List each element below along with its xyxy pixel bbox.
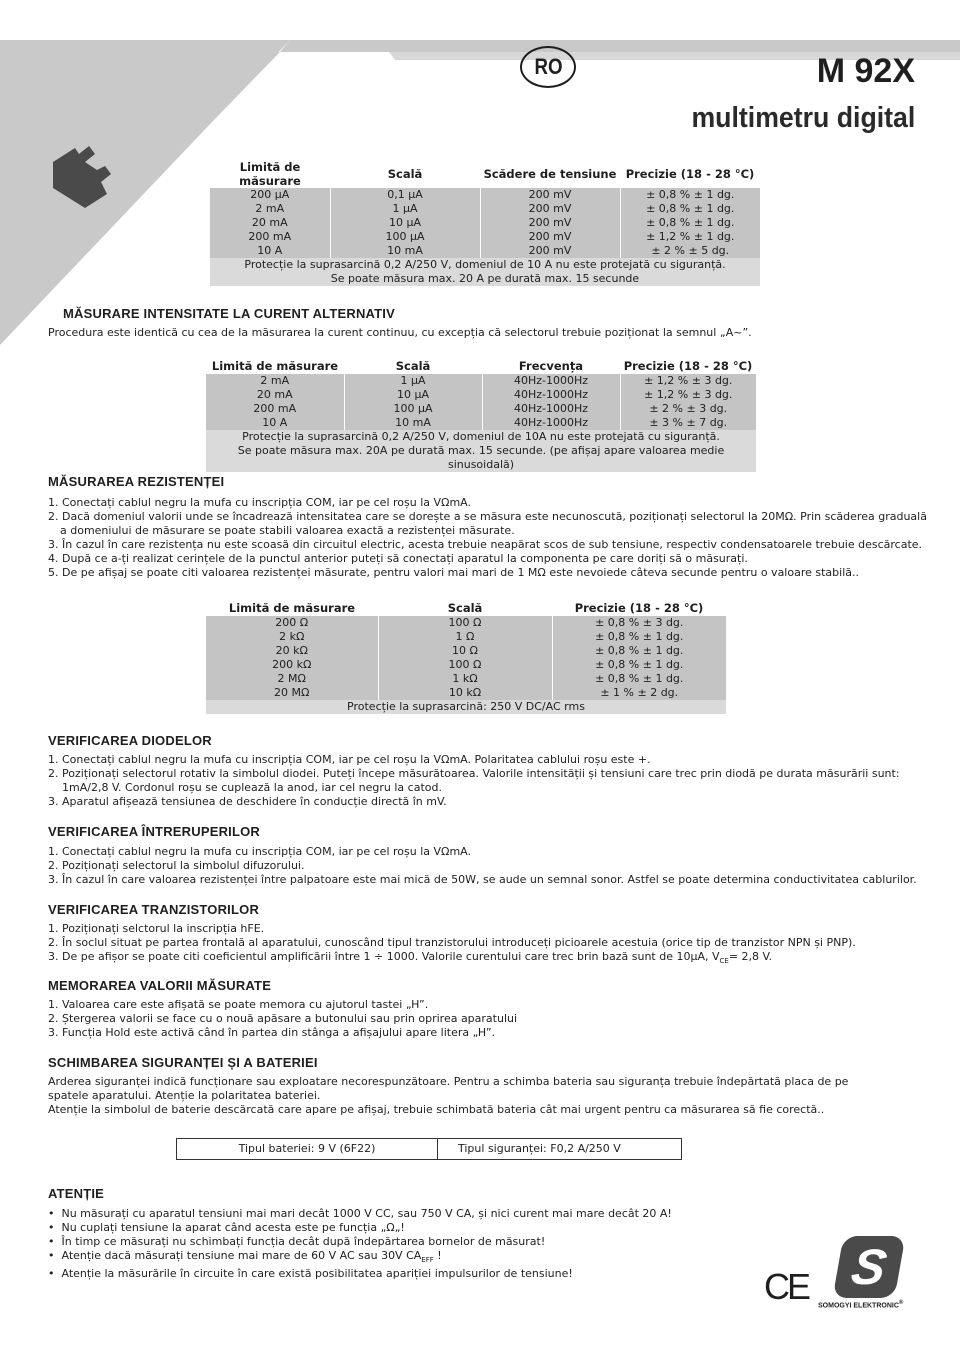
cell: 100 Ω xyxy=(378,616,552,630)
subscript: EFF xyxy=(421,1256,434,1265)
cell: 20 mA xyxy=(210,216,330,230)
language-badge xyxy=(520,46,576,88)
table-row xyxy=(210,230,760,244)
col-header: Precizie (18 - 28 °C) xyxy=(574,601,704,615)
brand-name xyxy=(818,1300,903,1309)
brand-logo-icon xyxy=(833,1236,906,1298)
list-item-text: În timp ce măsurați nu schimbați funcția decât după îndepărtarea bornelor de măsurat! xyxy=(61,1235,546,1248)
cell: ± 3 % ± 7 dg. xyxy=(620,416,756,430)
col-header: Scală xyxy=(387,167,423,181)
cell: 1 Ω xyxy=(378,630,552,644)
table-note: Protecție la suprasarcină: 250 V DC/AC rms xyxy=(206,700,726,714)
cell: 40Hz-1000Hz xyxy=(482,374,620,388)
cell: 2 mA xyxy=(210,202,330,216)
brand-logo-letter: S xyxy=(847,1239,891,1295)
section-title-battery: SCHIMBAREA SIGURANȚEI ȘI A BATERIEI xyxy=(48,1055,318,1070)
diodes-list xyxy=(48,753,928,809)
warning-list xyxy=(48,1207,748,1281)
battery-text xyxy=(48,1075,928,1117)
list-item: a domeniului de măsurare se poate stabili valoarea exactă a rezistenței măsurate. xyxy=(60,524,515,537)
transistors-list xyxy=(48,922,928,968)
list-item xyxy=(48,1267,748,1281)
section-title-ac: MĂSURARE INTENSITATE LA CURENT ALTERNATIV xyxy=(63,306,395,321)
list-item xyxy=(48,1221,748,1235)
list-item: 5. De pe afișaj se poate citi valoarea rezistenței măsurate, pentru valori mai mari de 1 MΩ este nevoiede câteva secunde pentru o valoare stabilă.. xyxy=(48,566,859,579)
section-title-warning: ATENȚIE xyxy=(48,1186,105,1201)
registered-mark: ® xyxy=(898,1300,904,1306)
cell: 200 µA xyxy=(210,188,330,202)
table-row xyxy=(210,216,760,230)
table-row xyxy=(206,416,756,430)
cell: 40Hz-1000Hz xyxy=(482,388,620,402)
list-item: 2. Poziționați selectorul rotativ la simbolul diodei. Puteți începe măsurătoarea. Valorile intensității și tensiuni care trec prin diodă pe durata măsurării sunt: xyxy=(48,767,900,780)
col-header: Frecvența xyxy=(518,359,584,373)
table-row xyxy=(206,644,726,658)
bullet: • xyxy=(48,1267,62,1281)
cell: ± 1,2 % ± 3 dg. xyxy=(620,374,756,388)
list-item-text: Atenție la măsurările în circuite în care există posibilitatea apariției impulsurilor de tensiune! xyxy=(61,1267,573,1281)
cell: 1 µA xyxy=(344,374,482,388)
list-item: 3. Funcția Hold este activă când în partea din stânga a afișajului apare litera „H”. xyxy=(48,1026,496,1039)
col-header: Scală xyxy=(447,601,483,615)
list-item xyxy=(48,1235,748,1249)
list-item xyxy=(48,1249,748,1267)
table-note: Se poate măsura max. 20A pe durată max. 15 secunde. (pe afișaj apare valoarea medie sinusoidală) xyxy=(206,444,756,472)
cell: ± 1,2 % ± 1 dg. xyxy=(620,230,760,244)
col-header: Scădere de tensiune xyxy=(483,167,617,181)
cell: 200 mV xyxy=(480,202,620,216)
list-item: 2. Dacă domeniul valorii unde se încadrează intensitatea care se dorește a se măsura este necunoscută, poziționați selectorul la 20MΩ. Prin scăderea graduală xyxy=(48,510,927,523)
model-number: M 92X xyxy=(816,52,915,90)
cell: 100 µA xyxy=(330,230,480,244)
cell: 1 µA xyxy=(330,202,480,216)
list-item: 3. Aparatul afișează tensiunea de deschidere în conducție directă în mV. xyxy=(48,795,447,808)
fuse-type: Tipul siguranței: F0,2 A/250 V xyxy=(458,1142,621,1155)
section-title-resistance: MĂSURAREA REZISTENȚEI xyxy=(48,474,225,489)
ce-mark-icon: CE xyxy=(764,1266,809,1307)
cell: 20 kΩ xyxy=(206,644,378,658)
list-item-text: Atenție dacă măsurați tensiune mai mare de 60 V AC sau 30V CA xyxy=(61,1249,422,1262)
cell: 200 Ω xyxy=(206,616,378,630)
cell: ± 2 % ± 5 dg. xyxy=(620,244,760,258)
cell: 200 mV xyxy=(480,188,620,202)
cell: 10 A xyxy=(206,416,344,430)
bullet: • xyxy=(48,1235,62,1248)
brand-name-text: SOMOGYI ELEKTRONIC xyxy=(818,1302,899,1310)
paragraph-line: spatele aparatului. Atenție la polaritatea bateriei. xyxy=(48,1089,321,1102)
section-title-continuity: VERIFICAREA ÎNTRERUPERILOR xyxy=(48,824,261,839)
continuity-list xyxy=(48,845,928,887)
language-badge-text: RO xyxy=(533,54,563,79)
paragraph-line: Atenție la simbolul de baterie descărcată care apare pe afișaj, trebuie schimbată bateria cât mai urgent pentru ca măsurarea să fie corectă.. xyxy=(48,1103,825,1116)
cell: ± 0,8 % ± 3 dg. xyxy=(552,616,726,630)
col-header: Scală xyxy=(395,359,431,373)
page-title: multimetru digital xyxy=(691,102,915,134)
table-row xyxy=(210,244,760,258)
table-row xyxy=(210,188,760,202)
cell: ± 0,8 % ± 1 dg. xyxy=(552,644,726,658)
section-title-hold: MEMORAREA VALORII MĂSURATE xyxy=(48,978,272,993)
cell: 10 mA xyxy=(330,244,480,258)
plug-icon xyxy=(45,140,115,215)
cell: 10 µA xyxy=(330,216,480,230)
battery-type: Tipul bateriei: 9 V (6F22) xyxy=(177,1139,438,1159)
list-item: 1. Conectați cablul negru la mufa cu inscripția COM, iar pe cel roșu la VΩmA. xyxy=(48,496,471,509)
cell: 10 mA xyxy=(344,416,482,430)
table-note: Se poate măsura max. 20 A pe durată max. 15 secunde xyxy=(210,272,760,286)
table-row xyxy=(206,672,726,686)
list-item-text: 3. De pe afișor se poate citi coeficientul amplificării între 1 ÷ 1000. Valorile curentului care trec brin bază sunt de 10µA, V xyxy=(48,950,720,963)
table-row xyxy=(206,686,726,700)
battery-fuse-box xyxy=(176,1138,682,1160)
col-header: Precizie (18 - 28 °C) xyxy=(623,359,753,373)
cell: 200 mV xyxy=(480,244,620,258)
cell: 2 kΩ xyxy=(206,630,378,644)
cell: ± 1,2 % ± 3 dg. xyxy=(620,388,756,402)
cell: 100 µA xyxy=(344,402,482,416)
section-title-transistors: VERIFICAREA TRANZISTORILOR xyxy=(48,902,260,917)
list-item: 1. Conectați cablul negru la mufa cu inscripția COM, iar pe cel roșu la VΩmA. xyxy=(48,845,471,858)
table-row xyxy=(206,630,726,644)
cell: ± 0,8 % ± 1 dg. xyxy=(620,216,760,230)
cell: ± 1 % ± 2 dg. xyxy=(552,686,726,700)
cell: 0,1 µA xyxy=(330,188,480,202)
cell: ± 0,8 % ± 1 dg. xyxy=(552,672,726,686)
list-item-text: = 2,8 V. xyxy=(728,950,773,963)
cell: 10 kΩ xyxy=(378,686,552,700)
col-header: Limită de măsurare xyxy=(228,601,356,615)
section-title-diodes: VERIFICAREA DIODELOR xyxy=(48,733,212,748)
col-header: Limită de măsurare xyxy=(239,160,301,188)
cell: 40Hz-1000Hz xyxy=(482,402,620,416)
bullet: • xyxy=(48,1207,62,1220)
list-item: 1. Poziționați selctorul la inscripția hFE. xyxy=(48,922,265,935)
col-header: Precizie (18 - 28 °C) xyxy=(625,167,755,181)
list-item: 3. În cazul în care valoarea rezistenței între palpatoare este mai mică de 50W, se aude un semnal sonor. Astfel se poate determina conductivitatea cablurilor. xyxy=(48,873,917,886)
hold-list xyxy=(48,998,928,1040)
table-row xyxy=(210,202,760,216)
table-header xyxy=(206,358,756,374)
resistance-list xyxy=(48,496,928,580)
cell: 40Hz-1000Hz xyxy=(482,416,620,430)
col-header: Limită de măsurare xyxy=(211,359,339,373)
cell: ± 0,8 % ± 1 dg. xyxy=(620,202,760,216)
cell: 100 Ω xyxy=(378,658,552,672)
cell: 10 A xyxy=(210,244,330,258)
cell: 2 MΩ xyxy=(206,672,378,686)
list-item-text: Nu cuplați tensiune la aparat când acesta este pe funcția „Ω„! xyxy=(61,1221,405,1234)
cell: 200 kΩ xyxy=(206,658,378,672)
list-item: 2. Ștergerea valorii se face cu o nouă apăsare a butonului sau prin oprirea aparatului xyxy=(48,1012,518,1025)
list-item: 2. Poziționați selectorul la simbolul difuzorului. xyxy=(48,859,305,872)
cell: 10 µA xyxy=(344,388,482,402)
ac-current-table xyxy=(206,358,756,472)
table-row xyxy=(206,388,756,402)
table-header xyxy=(210,160,760,188)
list-item: 1. Conectați cablul negru la mufa cu inscripția COM, iar pe cel roșu la VΩmA. Polaritatea cablului roșu este +. xyxy=(48,753,651,766)
cell: 200 mA xyxy=(206,402,344,416)
table-row xyxy=(206,374,756,388)
list-item: 4. După ce a-ți realizat cerințele de la punctul anterior puteți să conectați aparatul la componenta pe care doriți să o măsurați. xyxy=(48,552,748,565)
list-item: 2. În soclul situat pe partea frontală al aparatului, cunoscând tipul tranzistorului introduceți picioarele acestuia (orice tip de tranzistor NPN și PNP). xyxy=(48,936,856,949)
cell: 10 Ω xyxy=(378,644,552,658)
section-intro-ac: Procedura este identică cu cea de la măsurarea la curent continuu, cu excepția că selectorul trebuie poziționat la semnul „A~”. xyxy=(48,326,752,339)
list-item: 1. Valoarea care este afișată se poate memora cu ajutorul tastei „H”. xyxy=(48,998,429,1011)
list-item-text: ! xyxy=(433,1249,442,1262)
list-item: 3. În cazul în care rezistența nu este scoasă din circuitul electric, acesta trebuie neapărat scos de sub tensiune, respectiv condensatoarele trebuie descărcate. xyxy=(48,538,923,551)
cell: 200 mV xyxy=(480,216,620,230)
paragraph-line: Arderea siguranței indică funcționare sau exploatare necorespunzătoare. Pentru a schimba bateria sau siguranța trebuie îndepărtată placa de pe xyxy=(48,1075,849,1088)
table-note: Protecție la suprasarcină 0,2 A/250 V, domeniul de 10A nu este protejată cu siguranță. xyxy=(206,430,756,444)
list-item-text: Nu măsurați cu aparatul tensiuni mai mari decât 1000 V CC, sau 750 V CA, și nici curent mai mare decât 20 A! xyxy=(61,1207,672,1220)
subscript: CE xyxy=(719,957,729,966)
table-header xyxy=(206,600,726,616)
cell: ± 0,8 % ± 1 dg. xyxy=(552,630,726,644)
resistance-table xyxy=(206,600,726,714)
list-item: 1mA/2,8 V. Cordonul roșu se cuplează la anod, iar cel negru la catod. xyxy=(62,781,442,794)
cell: 1 kΩ xyxy=(378,672,552,686)
list-item xyxy=(48,950,928,968)
cell: 2 mA xyxy=(206,374,344,388)
table-row xyxy=(206,402,756,416)
cell: 200 mA xyxy=(210,230,330,244)
dc-current-table xyxy=(210,160,760,286)
table-row xyxy=(206,616,726,630)
cell: 20 mA xyxy=(206,388,344,402)
cell: ± 2 % ± 3 dg. xyxy=(620,402,756,416)
cell: 20 MΩ xyxy=(206,686,378,700)
table-row xyxy=(206,658,726,672)
list-item xyxy=(48,1207,748,1221)
bullet: • xyxy=(48,1221,62,1234)
cell: 200 mV xyxy=(480,230,620,244)
bullet: • xyxy=(48,1249,62,1262)
table-note: Protecție la suprasarcină 0,2 A/250 V, domeniul de 10 A nu este protejată cu siguranță. xyxy=(210,258,760,272)
cell: ± 0,8 % ± 1 dg. xyxy=(552,658,726,672)
cell: ± 0,8 % ± 1 dg. xyxy=(620,188,760,202)
